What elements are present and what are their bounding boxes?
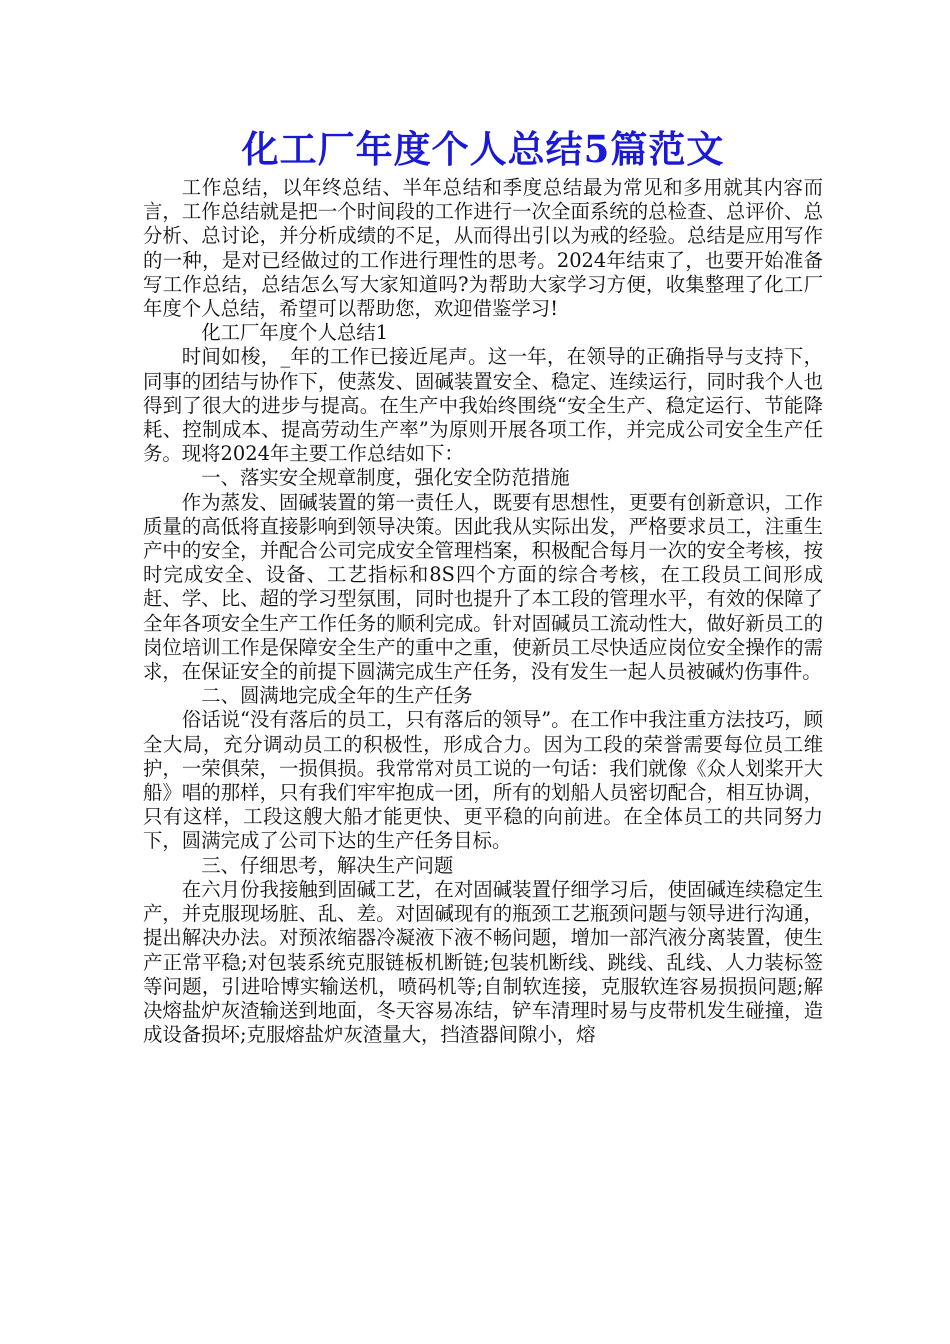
section-heading-2: 二、圆满地完成全年的生产任务 bbox=[201, 684, 473, 708]
section-heading-1: 一、落实安全规章制度，强化安全防范措施 bbox=[201, 466, 570, 490]
paragraph-1: 时间如梭，_年的工作已接近尾声。这一年，在领导的正确指导与支持下，同事的团结与协作下，使蒸发、固碱装置安全、稳定、连续运行，同时我个人也得到了很大的进步与提高。在生产中我始终围绕“安全生产、稳定运行、节能降耗、控制成本、提高劳动生产率”为原则开展各项工作，并完成公司安全生产任务。现将2024年主要工作总结如下： bbox=[143, 345, 823, 466]
section-heading-3: 三、仔细思考，解决生产问题 bbox=[201, 853, 454, 877]
document-page bbox=[143, 122, 823, 1047]
intro-paragraph: 工作总结，以年终总结、半年总结和季度总结最为常见和多用就其内容而言，工作总结就是把一个时间段的工作进行一次全面系统的总检查、总评价、总分析、总讨论，并分析成绩的不足，从而得出引以为戒的经验。总结是应用写作的一种，是对已经做过的工作进行理性的思考。2024年结束了，也要开始准备写工作总结，总结怎么写大家知道吗?为帮助大家学习方便，收集整理了化工厂年度个人总结，希望可以帮助您，欢迎借鉴学习! bbox=[143, 176, 823, 321]
paragraph-2: 作为蒸发、固碱装置的第一责任人，既要有思想性，更要有创新意识，工作质量的高低将直接影响到领导决策。因此我从实际出发，严格要求员工，注重生产中的安全，并配合公司完成安全管理档案，积极配合每月一次的安全考核，按时完成安全、设备、工艺指标和8S四个方面的综合考核，在工段员工间形成赶、学、比、超的学习型氛围，同时也提升了本工段的管理水平，有效的保障了全年各项安全生产工作任务的顺利完成。针对固碱员工流动性大，做好新员工的岗位培训工作是保障安全生产的重中之重，使新员工尽快适应岗位安全操作的需求，在保证安全的前提下圆满完成生产任务，没有发生一起人员被碱灼伤事件。 bbox=[143, 490, 823, 684]
paragraph-4: 在六月份我接触到固碱工艺，在对固碱装置仔细学习后，使固碱连续稳定生产，并克服现场脏、乱、差。对固碱现有的瓶颈工艺瓶颈问题与领导进行沟通，提出解决办法。对预浓缩器冷凝液下液不畅问题，增加一部汽液分离装置，使生产正常平稳;对包装系统克服链板机断链;包装机断线、跳线、乱线、人力装标签等问题，引进哈博实输送机，喷码机等;自制软连接，克服软连容易损损问题;解决熔盐炉灰渣输送到地面，冬天容易冻结，铲车清理时易与皮带机发生碰撞，造成设备损坏;克服熔盐炉灰渣量大，挡渣器间隙小，熔 bbox=[143, 877, 823, 1047]
section-subtitle-1: 化工厂年度个人总结1 bbox=[201, 321, 389, 345]
document-title: 化工厂年度个人总结5篇范文 bbox=[241, 127, 725, 171]
paragraph-3: 俗话说“没有落后的员工，只有落后的领导”。在工作中我注重方法技巧，顾全大局，充分调动员工的积极性，形成合力。因为工段的荣誉需要每位员工维护，一荣俱荣，一损俱损。我常常对员工说的一句话：我们就像《众人划桨开大船》唱的那样，只有我们牢牢抱成一团，所有的划船人员密切配合，相互协调，只有这样，工段这艘大船才能更快、更平稳的向前进。在全体员工的共同努力下，圆满完成了公司下达的生产任务目标。 bbox=[143, 708, 823, 853]
